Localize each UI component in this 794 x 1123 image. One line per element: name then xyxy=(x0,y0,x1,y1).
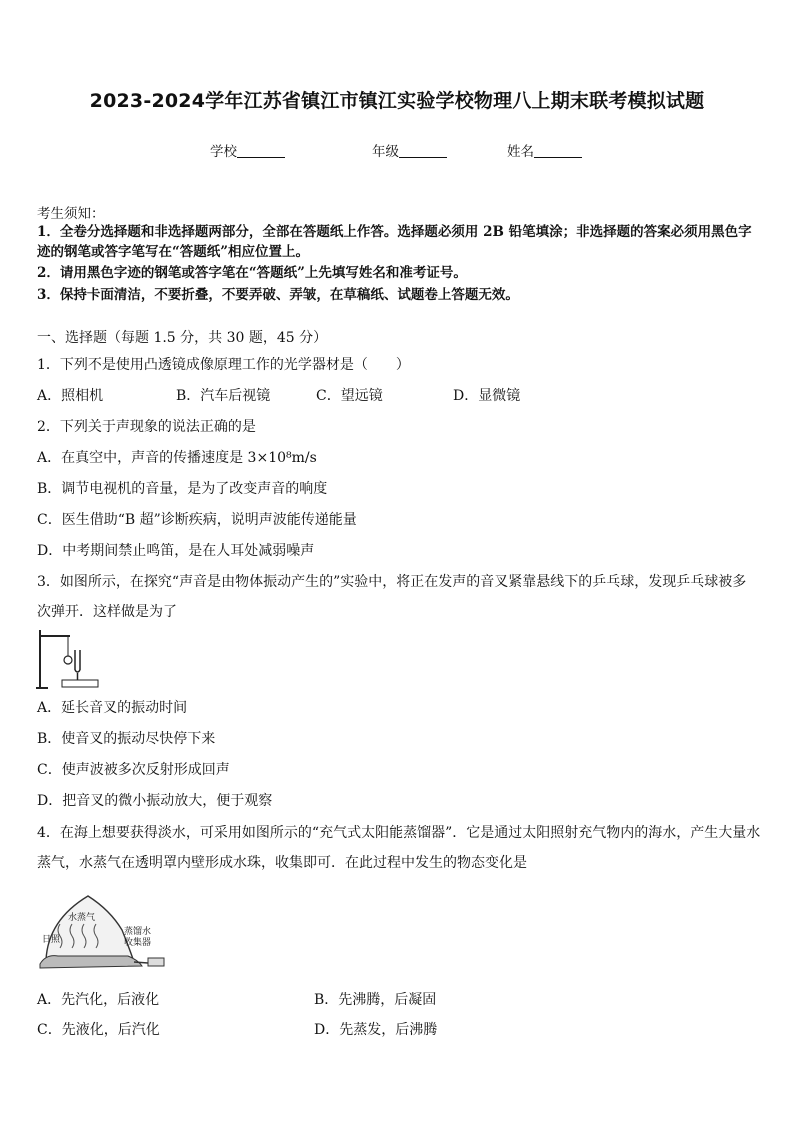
notice-item-3: 3．保持卡面清洁，不要折叠，不要弄破、弄皱，在草稿纸、试题卷上答题无效。 xyxy=(37,287,519,303)
figure-label-vapor: 水蒸气 xyxy=(68,913,96,923)
question-2-option-b[interactable]: B．调节电视机的音量，是为了改变声音的响度 xyxy=(37,481,328,497)
question-3-option-a[interactable]: A．延长音叉的振动时间 xyxy=(37,700,188,716)
question-2-stem: 2．下列关于声现象的说法正确的是 xyxy=(37,419,256,435)
solar-still-figure xyxy=(38,890,168,974)
notice-item-2: 2．请用黑色字迹的钢笔或答字笔在“答题纸”上先填写姓名和准考证号。 xyxy=(37,265,467,281)
school-blank[interactable] xyxy=(237,145,285,158)
question-2-option-c[interactable]: C．医生借助“B 超”诊断疾病，说明声波能传递能量 xyxy=(37,512,357,528)
question-1-option-c[interactable]: C．望远镜 xyxy=(316,388,383,404)
question-3-option-c[interactable]: C．使声波被多次反射形成回声 xyxy=(37,762,230,778)
question-1-option-d[interactable]: D．显微镜 xyxy=(453,388,521,404)
notice-item-1: 1．全卷分选择题和非选择题两部分，全部在答题纸上作答。选择题必须用 2B 铅笔填涂；非选择题的答案必须用黑色字迹的钢笔或答字笔写在“答题纸”相应位置上。 xyxy=(37,224,752,260)
question-4-option-b[interactable]: B．先沸腾，后凝固 xyxy=(314,992,437,1008)
question-3-stem-line-1: 3．如图所示，在探究“声音是由物体振动产生的”实验中，将正在发声的音叉紧靠悬线下的乒乓球，发现乒乓球被多 xyxy=(37,574,747,590)
name-field xyxy=(507,140,582,160)
grade-field xyxy=(372,140,447,160)
grade-label: 年级 xyxy=(372,144,399,160)
question-4-option-a[interactable]: A．先汽化，后液化 xyxy=(37,992,160,1008)
exam-title: 2023-2024学年江苏省镇江市镇江实验学校物理八上期末联考模拟试题 xyxy=(89,90,705,112)
question-2-option-d[interactable]: D．中考期间禁止鸣笛，是在人耳处减弱噪声 xyxy=(37,543,315,559)
question-1-option-b[interactable]: B．汽车后视镜 xyxy=(176,388,271,404)
question-4-option-d[interactable]: D．先蒸发，后沸腾 xyxy=(314,1022,438,1038)
school-field xyxy=(210,140,285,160)
question-4-stem-line-2: 蒸气，水蒸气在透明罩内壁形成水珠，收集即可．在此过程中发生的物态变化是 xyxy=(37,855,527,871)
name-label: 姓名 xyxy=(507,144,534,160)
question-3-option-b[interactable]: B．使音叉的振动尽快停下来 xyxy=(37,731,216,747)
question-4-stem-line-1: 4．在海上想要获得淡水，可采用如图所示的“充气式太阳能蒸馏器”．它是通过太阳照射充气物内的海水，产生大量水 xyxy=(37,825,761,841)
tuning-fork-figure xyxy=(34,628,104,690)
section-heading: 一、选择题（每题 1.5 分，共 30 题，45 分） xyxy=(37,330,328,346)
question-1-option-a[interactable]: A．照相机 xyxy=(37,388,104,404)
question-3-option-d[interactable]: D．把音叉的微小振动放大，便于观察 xyxy=(37,793,273,809)
question-1-stem: 1．下列不是使用凸透镜成像原理工作的光学器材是（ ） xyxy=(37,357,410,373)
question-4-option-c[interactable]: C．先液化，后汽化 xyxy=(37,1022,160,1038)
figure-label-collector-2: 收集器 xyxy=(124,938,152,948)
figure-label-sun: 日照 xyxy=(42,935,61,945)
question-2-option-a[interactable]: A．在真空中，声音的传播速度是 3×10⁸m/s xyxy=(37,450,317,466)
question-3-stem-line-2: 次弹开．这样做是为了 xyxy=(37,604,177,620)
school-label: 学校 xyxy=(210,144,237,160)
figure-label-collector-1: 蒸馏水 xyxy=(124,927,152,937)
name-blank[interactable] xyxy=(534,145,582,158)
notice-heading: 考生须知： xyxy=(37,206,105,222)
grade-blank[interactable] xyxy=(399,145,447,158)
